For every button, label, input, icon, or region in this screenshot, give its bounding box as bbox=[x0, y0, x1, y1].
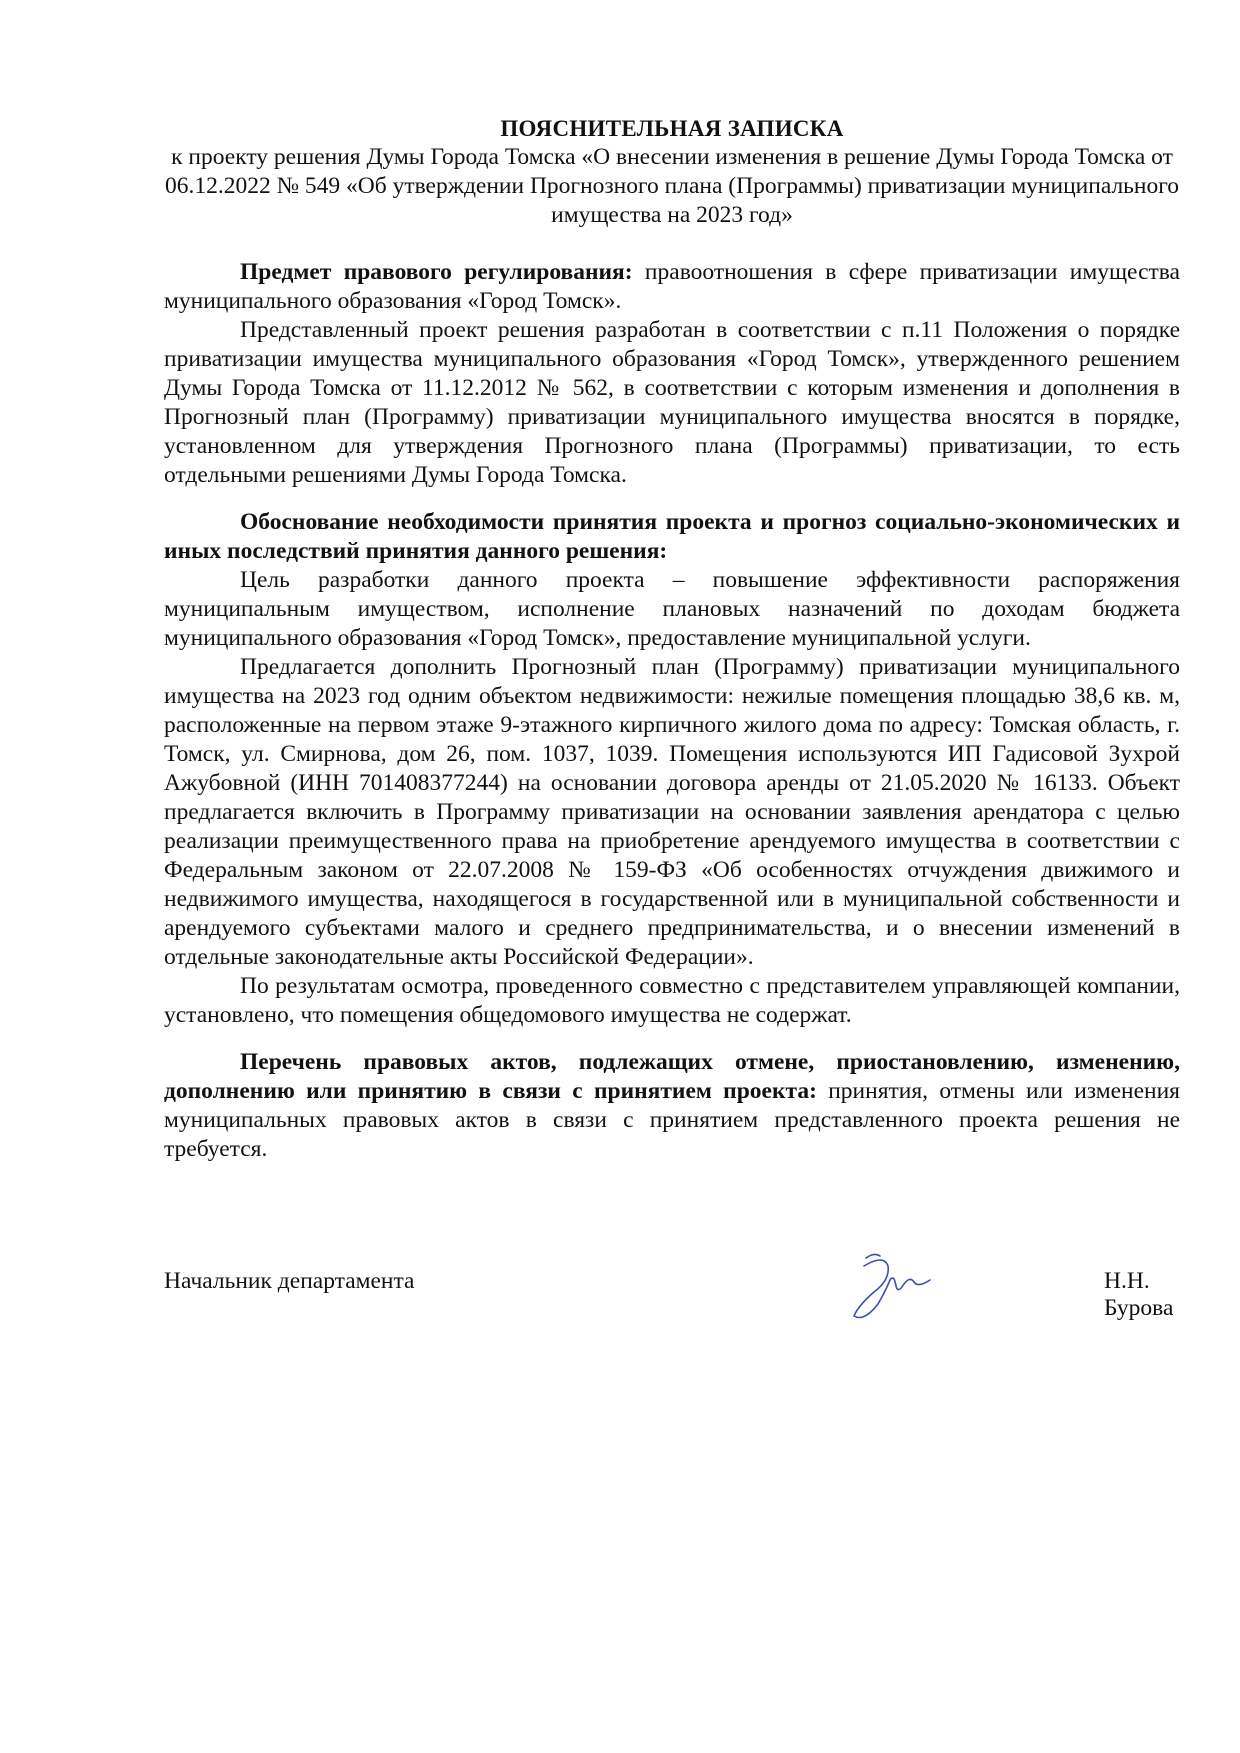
handwritten-signature bbox=[844, 1244, 944, 1324]
inspection-paragraph: По результатам осмотра, проведенного совместно с представителем управляющей компании, установлено, что помещения общедомового имущества не содержат. bbox=[164, 973, 1180, 1028]
proposal-paragraph: Предлагается дополнить Прогнозный план (Программу) приватизации муниципального имущества на 2023 год одним объектом недвижимости: нежилые помещения площадью 38,6 кв. м, расположенные на первом этаже 9-этажного кирпичного жилого дома по адресу: Томская область, г. Томск, ул. Смирнова, дом 26, пом. 1037, 1039. Помещения используются ИП Гадисовой Зухрой Ажубовной (ИНН 701408377244) на основании договора аренды от 21.05.2020 № 16133. Объект предлагается включить в Программу приватизации на основании заявления арендатора с целью реализации преимущественного права на приобретение арендуемого имущества в соответствии с Федеральным законом от 22.07.2008 № 159-ФЗ «Об особенностях отчуждения движимого и недвижимого имущества, находящегося в государственной или в муниципальной собственности и арендуемого субъектами малого и среднего предпринимательства, и о внесении изменений в отдельные законодательные акты Российской Федерации». bbox=[164, 654, 1180, 970]
signer-name: Н.Н. Бурова bbox=[1104, 1268, 1174, 1321]
spacer bbox=[164, 490, 1180, 508]
document-title: ПОЯСНИТЕЛЬНАЯ ЗАПИСКА bbox=[500, 116, 844, 141]
justification-heading-text: Обоснование необходимости принятия проекта и прогноз социально-экономических и иных последствий принятия данного решения: bbox=[164, 509, 1180, 564]
signer-position: Начальник департамента bbox=[164, 1268, 415, 1294]
subject-text: правоотношения в сфере приватизации имущества муниципального образования «Город Томск». bbox=[164, 259, 1180, 314]
signature-block bbox=[164, 1254, 1174, 1324]
justification-heading bbox=[164, 508, 1180, 566]
basis-paragraph: Представленный проект решения разработан в соответствии с п.11 Положения о порядке приватизации имущества муниципального образования «Город Томск», утвержденного решением Думы Города Томска от 11.12.2012 № 562, в соответствии с которым изменения и дополнения в Прогнозный план (Программу) приватизации муниципального имущества вносятся в порядке, установленном для утверждения Прогнозного плана (Программы) приватизации, то есть отдельными решениями Думы Города Томска. bbox=[164, 317, 1180, 488]
spacer bbox=[164, 1030, 1180, 1048]
acts-text: принятия, отмены или изменения муниципальных правовых актов в связи с принятием представленного проекта решения не требуется. bbox=[164, 1078, 1180, 1162]
goal-paragraph: Цель разработки данного проекта – повышение эффективности распоряжения муниципальным имуществом, исполнение плановых назначений по доходам бюджета муниципального образования «Город Томск», предоставление муниципальной услуги. bbox=[164, 567, 1180, 651]
subject-heading: Предмет правового регулирования: bbox=[240, 259, 633, 285]
subject-paragraph bbox=[164, 258, 1180, 316]
document-page bbox=[164, 114, 1180, 1164]
spacer bbox=[164, 230, 1180, 258]
document-subtitle: к проекту решения Думы Города Томска «О внесении изменения в решение Думы Города Томска от 06.12.2022 № 549 «Об утверждении Прогнозного плана (Программы) приватизации муниципального имущества на 2023 год» bbox=[164, 144, 1180, 228]
acts-paragraph bbox=[164, 1048, 1180, 1164]
acts-heading: Перечень правовых актов, подлежащих отмене, приостановлению, изменению, дополнению или принятию в связи с принятием проекта: bbox=[164, 1049, 1180, 1104]
